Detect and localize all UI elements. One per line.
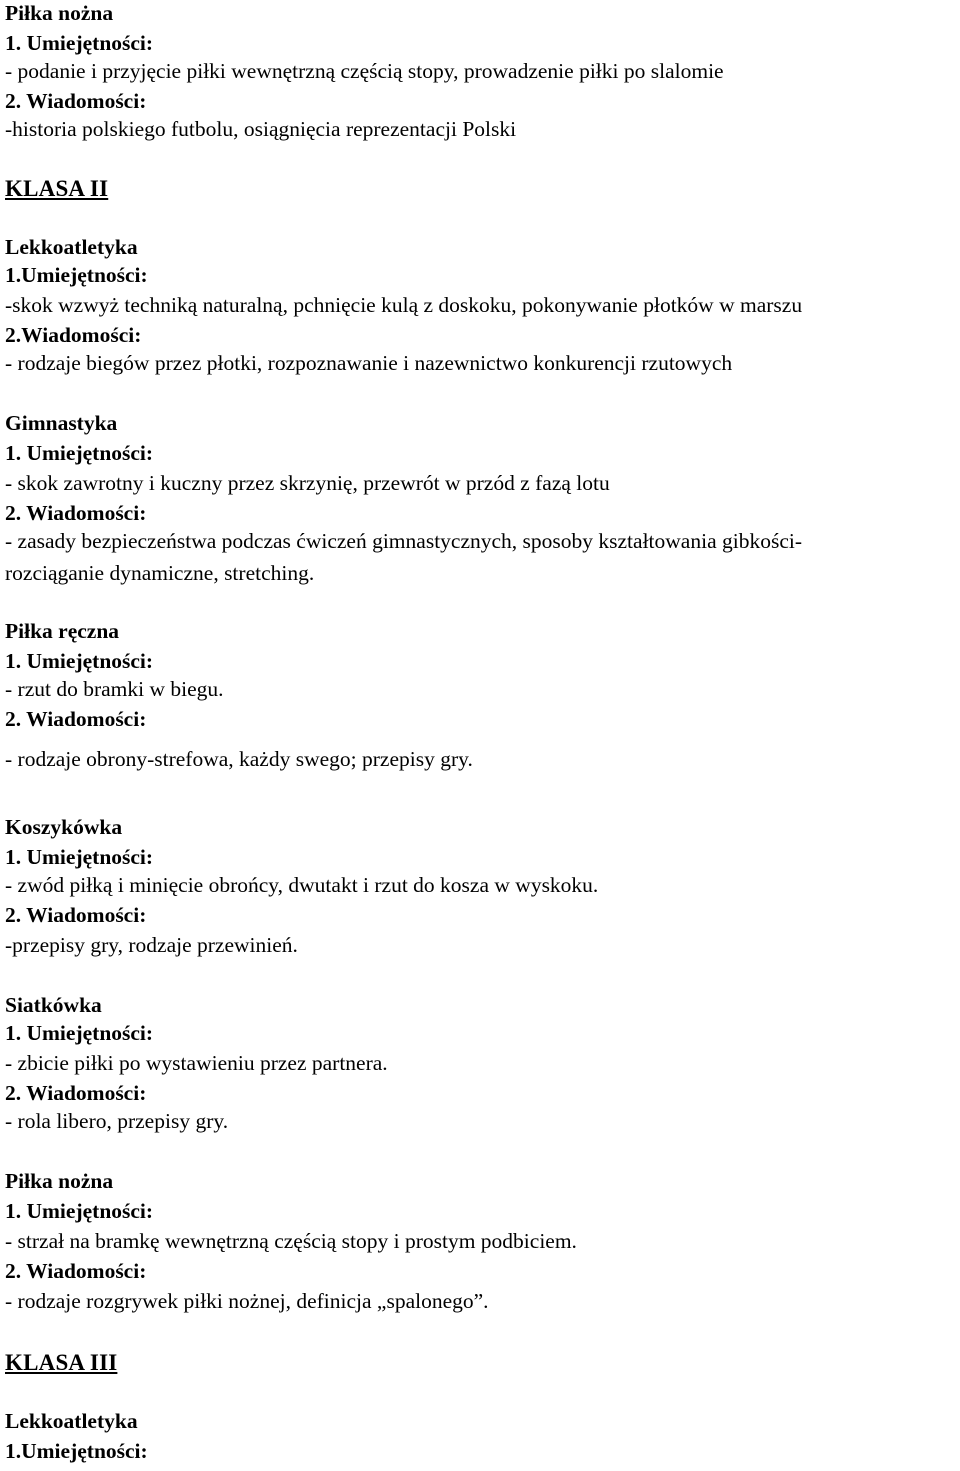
subsection-label: 2.Wiadomości: xyxy=(5,323,142,347)
subsection-label: 1. Umiejętności: xyxy=(5,31,154,55)
subsection-label: 1.Umiejętności: xyxy=(5,263,148,287)
section-heading: Lekkoatletyka xyxy=(5,1409,138,1433)
content-line: rozciąganie dynamiczne, stretching. xyxy=(5,561,315,585)
subsection-label: 1. Umiejętności: xyxy=(5,441,154,465)
subsection-label: 2. Wiadomości: xyxy=(5,903,147,927)
content-line: - rodzaje biegów przez płotki, rozpoznawanie i nazewnictwo konkurencji rzutowych xyxy=(5,351,733,375)
class-heading: KLASA III xyxy=(5,1350,118,1375)
content-line: - zwód piłką i minięcie obrońcy, dwutakt i rzut do kosza w wyskoku. xyxy=(5,873,599,897)
content-line: - strzał na bramkę wewnętrzną częścią stopy i prostym podbiciem. xyxy=(5,1229,577,1253)
subsection-label: 2. Wiadomości: xyxy=(5,501,147,525)
section-heading: Piłka ręczna xyxy=(5,619,120,643)
subsection-label: 1.Umiejętności: xyxy=(5,1439,148,1463)
subsection-label: 2. Wiadomości: xyxy=(5,707,147,731)
content-line: - skok zawrotny i kuczny przez skrzynię, przewrót w przód z fazą lotu xyxy=(5,471,610,495)
section-heading: Lekkoatletyka xyxy=(5,235,138,259)
section-heading: Piłka nożna xyxy=(5,1169,114,1193)
section-heading: Gimnastyka xyxy=(5,411,118,435)
section-heading: Piłka nożna xyxy=(5,1,114,25)
class-heading: KLASA II xyxy=(5,176,109,201)
section-heading: Koszykówka xyxy=(5,815,123,839)
subsection-label: 1. Umiejętności: xyxy=(5,649,154,673)
content-line: - rola libero, przepisy gry. xyxy=(5,1109,229,1133)
content-line: -przepisy gry, rodzaje przewinień. xyxy=(5,933,298,957)
subsection-label: 1. Umiejętności: xyxy=(5,845,154,869)
content-line: - zbicie piłki po wystawieniu przez partnera. xyxy=(5,1051,388,1075)
content-line: - rodzaje obrony-strefowa, każdy swego; przepisy gry. xyxy=(5,747,473,771)
subsection-label: 2. Wiadomości: xyxy=(5,89,147,113)
subsection-label: 2. Wiadomości: xyxy=(5,1081,147,1105)
content-line: - rzut do bramki w biegu. xyxy=(5,677,224,701)
section-heading: Siatkówka xyxy=(5,993,102,1017)
subsection-label: 1. Umiejętności: xyxy=(5,1199,154,1223)
content-line: -historia polskiego futbolu, osiągnięcia reprezentacji Polski xyxy=(5,117,517,141)
content-line: - rodzaje rozgrywek piłki nożnej, definicja „spalonego”. xyxy=(5,1289,489,1313)
subsection-label: 1. Umiejętności: xyxy=(5,1021,154,1045)
content-line: - zasady bezpieczeństwa podczas ćwiczeń gimnastycznych, sposoby kształtowania gibkości- xyxy=(5,529,803,553)
subsection-label: 2. Wiadomości: xyxy=(5,1259,147,1283)
content-line: -skok wzwyż techniką naturalną, pchnięcie kulą z doskoku, pokonywanie płotków w marszu xyxy=(5,293,803,317)
content-line: - podanie i przyjęcie piłki wewnętrzną częścią stopy, prowadzenie piłki po slalomie xyxy=(5,59,724,83)
